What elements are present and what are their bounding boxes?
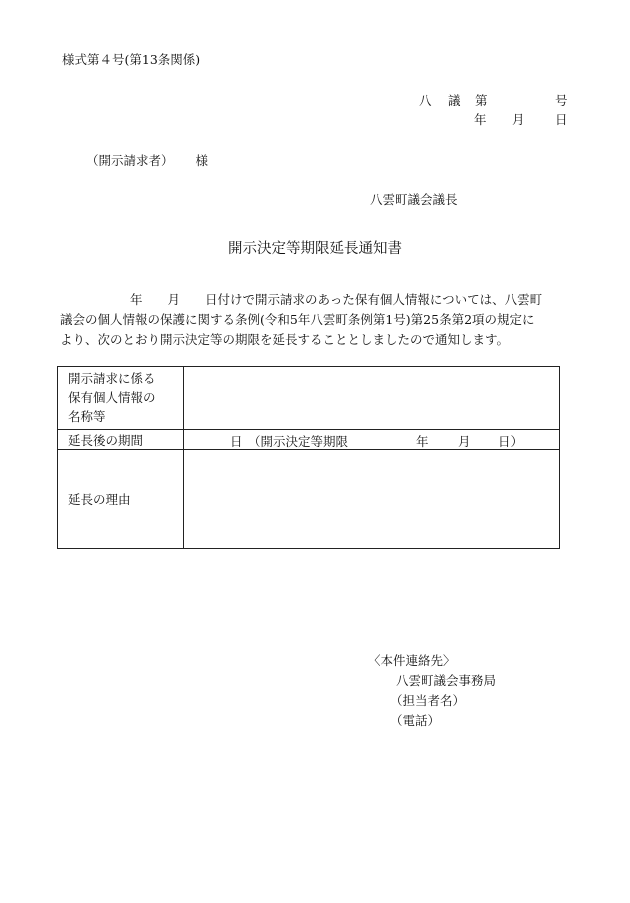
info-name-value xyxy=(184,367,560,430)
extended-period-value xyxy=(184,430,560,450)
reason-value xyxy=(184,450,560,549)
document-title: 開示決定等期限延長通知書 xyxy=(228,241,402,257)
extension-details-table xyxy=(57,366,560,549)
reason-label: 延長の理由 xyxy=(58,450,184,549)
contact-heading: 〈本件連絡先〉 xyxy=(368,653,456,668)
contact-phone: （電話） xyxy=(390,713,441,728)
contact-block xyxy=(368,651,496,731)
issuer: 八雲町議会議長 xyxy=(370,192,458,207)
addressee-name: （開示請求者） xyxy=(86,153,174,168)
info-name-label xyxy=(58,367,184,430)
period-day: 日 xyxy=(230,434,243,449)
date-year: 年 xyxy=(474,112,487,127)
period-deadline-year: 年 xyxy=(416,434,429,449)
body-line-2: 議会の個人情報の保護に関する条例(令和5年八雲町条例第1号)第25条第2項の規定に xyxy=(60,312,535,327)
doc-number-suffix: 号 xyxy=(555,93,568,108)
addressee xyxy=(86,151,208,169)
body-line-3: より、次のとおり開示決定等の期限を延長することとしましたので通知します。 xyxy=(60,332,510,347)
info-name-label-line-2: 保有個人情報の xyxy=(68,390,156,405)
table-row-reason xyxy=(58,450,560,549)
extended-period-label: 延長後の期間 xyxy=(58,430,184,450)
contact-office: 八雲町議会事務局 xyxy=(396,673,497,688)
addressee-honorific: 様 xyxy=(195,153,209,168)
table-row-extended-period xyxy=(58,430,560,450)
info-name-label-line-1: 開示請求に係る xyxy=(68,371,156,386)
table-row-info-name xyxy=(58,367,560,430)
period-deadline-day: 日） xyxy=(498,434,524,449)
doc-number-prefix-1: 八 xyxy=(419,93,432,108)
body-line-1: 年 月 日付けで開示請求のあった保有個人情報については、八雲町 xyxy=(130,292,543,307)
date-day: 日 xyxy=(555,112,568,127)
contact-person: （担当者名） xyxy=(390,693,466,708)
doc-number-prefix-2: 議 xyxy=(448,93,461,108)
period-deadline-label: （開示決定等期限 xyxy=(248,434,349,449)
doc-number-prefix-3: 第 xyxy=(475,93,488,108)
notice-body xyxy=(60,290,570,350)
form-number-label: 様式第４号(第13条関係) xyxy=(62,52,201,67)
period-deadline-month: 月 xyxy=(458,434,471,449)
info-name-label-line-3: 名称等 xyxy=(68,409,106,424)
date-month: 月 xyxy=(512,112,525,127)
